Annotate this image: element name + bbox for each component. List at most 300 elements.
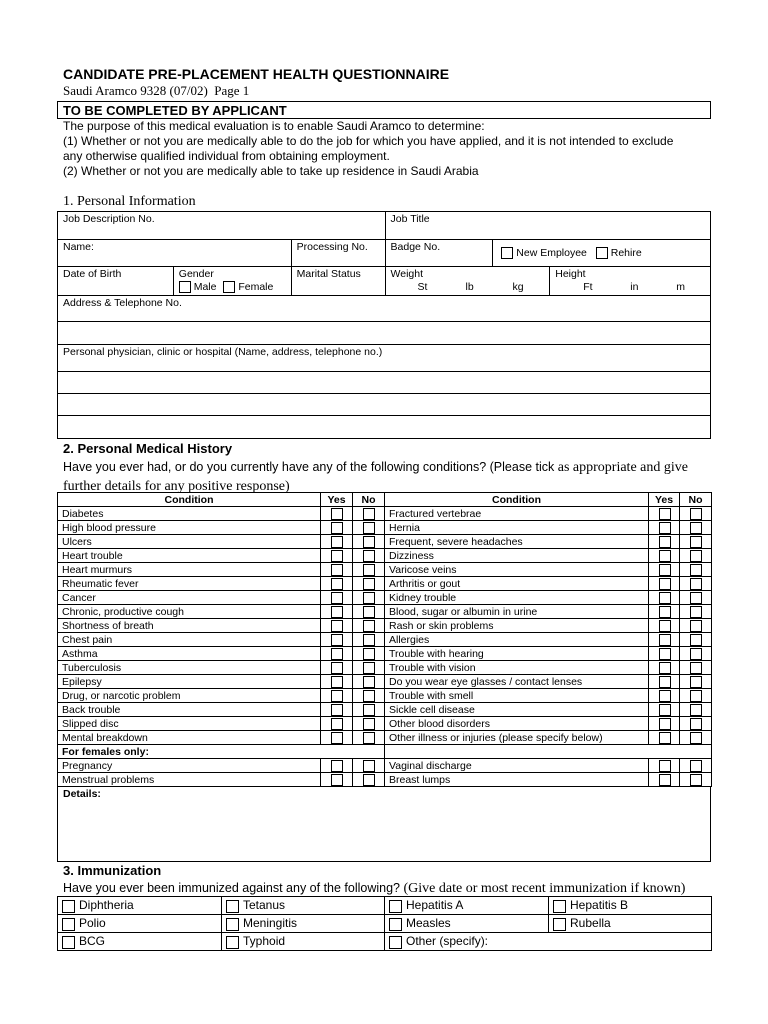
marital-status-field[interactable]: Marital Status — [291, 267, 385, 296]
no-mental-breakdown-checkbox[interactable] — [363, 732, 375, 744]
condition-label: Epilepsy — [58, 675, 321, 689]
yes-cancer-checkbox[interactable] — [331, 592, 343, 604]
yes-chest-pain-cell — [321, 633, 353, 647]
yes-slipped-disc-checkbox[interactable] — [331, 718, 343, 730]
no-slipped-disc-checkbox[interactable] — [363, 718, 375, 730]
yes-kidney-trouble-checkbox[interactable] — [659, 592, 671, 604]
yes-other-blood-disorders-checkbox[interactable] — [659, 718, 671, 730]
no-fractured-vertebrae-cell — [680, 507, 712, 521]
no-pregnancy-cell — [353, 759, 385, 773]
medical-history-heading: 2. Personal Medical History — [63, 441, 233, 456]
yes-chest-pain-checkbox[interactable] — [331, 634, 343, 646]
condition-label: Vaginal discharge — [385, 759, 649, 773]
table-row — [58, 647, 712, 661]
immunization-label: Hepatitis A — [406, 898, 464, 913]
rehire-label: Rehire — [610, 246, 642, 259]
weight-unit-st: St — [417, 281, 428, 293]
yes-breast-lumps-cell — [649, 773, 680, 787]
yes-other-illness-or-injuries-please-specify-below-cell — [649, 731, 680, 745]
no-ulcers-checkbox[interactable] — [363, 536, 375, 548]
physician-line[interactable] — [58, 416, 711, 439]
yes-asthma-checkbox[interactable] — [331, 648, 343, 660]
no-tuberculosis-cell — [353, 661, 385, 675]
medical-history-instruction: Have you ever had, or do you currently have any of the following conditions? (Please tick as appropriate and give further details for any positive response) — [63, 460, 688, 494]
weight-unit-lb: lb — [465, 281, 474, 293]
no-tuberculosis-checkbox[interactable] — [363, 662, 375, 674]
condition-label: Breast lumps — [385, 773, 649, 787]
yes-tuberculosis-checkbox[interactable] — [331, 662, 343, 674]
no-drug-or-narcotic-problem-checkbox[interactable] — [363, 690, 375, 702]
yes-frequent-severe-headaches-cell — [649, 535, 680, 549]
table-row — [58, 591, 712, 605]
gender-label: Gender — [178, 268, 214, 280]
physician-field[interactable]: Personal physician, clinic or hospital (Name, address, telephone no.) — [58, 345, 711, 372]
meningitis-checkbox[interactable] — [226, 918, 239, 931]
immunization-label: Rubella — [570, 916, 611, 931]
immunization-label: Diphtheria — [79, 898, 134, 913]
no-rash-or-skin-problems-cell — [680, 619, 712, 633]
yes-hernia-cell — [649, 521, 680, 535]
immunization-measles — [385, 915, 549, 933]
no-drug-or-narcotic-problem-cell — [353, 689, 385, 703]
condition-label: Menstrual problems — [58, 773, 321, 787]
condition-label: Ulcers — [58, 535, 321, 549]
yes-varicose-veins-cell — [649, 563, 680, 577]
bcg-checkbox[interactable] — [62, 936, 75, 949]
condition-label: Trouble with vision — [385, 661, 649, 675]
form-title: CANDIDATE PRE-PLACEMENT HEALTH QUESTIONNAIRE — [63, 66, 450, 82]
condition-label: Do you wear eye glasses / contact lenses — [385, 675, 649, 689]
no-cancer-cell — [353, 591, 385, 605]
table-row — [58, 507, 712, 521]
no-epilepsy-cell — [353, 675, 385, 689]
yes-blood-sugar-or-albumin-in-urine-checkbox[interactable] — [659, 606, 671, 618]
no-varicose-veins-checkbox[interactable] — [690, 564, 702, 576]
yes-mental-breakdown-checkbox[interactable] — [331, 732, 343, 744]
table-row — [58, 563, 712, 577]
no-trouble-with-smell-checkbox[interactable] — [690, 690, 702, 702]
no-frequent-severe-headaches-checkbox[interactable] — [690, 536, 702, 548]
immunization-hepatitis-b — [549, 897, 712, 915]
no-column-header: No — [680, 493, 712, 507]
yes-vaginal-discharge-cell — [649, 759, 680, 773]
table-row — [58, 549, 712, 563]
medical-history-table — [57, 492, 712, 787]
no-do-you-wear-eye-glasses-contact-lenses-cell — [680, 675, 712, 689]
no-heart-trouble-checkbox[interactable] — [363, 550, 375, 562]
immunization-label: Hepatitis B — [570, 898, 629, 913]
no-breast-lumps-cell — [680, 773, 712, 787]
no-slipped-disc-cell — [353, 717, 385, 731]
no-chest-pain-cell — [353, 633, 385, 647]
females-only-row — [58, 745, 712, 759]
no-cancer-checkbox[interactable] — [363, 592, 375, 604]
physician-line[interactable] — [58, 372, 711, 394]
job-title-field[interactable]: Job Title — [385, 212, 710, 240]
immunization-label: Other (specify): — [406, 934, 489, 949]
immunization-row — [58, 897, 712, 915]
yes-high-blood-pressure-checkbox[interactable] — [331, 522, 343, 534]
immunization-polio — [58, 915, 222, 933]
condition-label: Heart murmurs — [58, 563, 321, 577]
no-epilepsy-checkbox[interactable] — [363, 676, 375, 688]
yes-back-trouble-checkbox[interactable] — [331, 704, 343, 716]
badge-number-field[interactable]: Badge No. — [385, 240, 493, 267]
no-arthritis-or-gout-cell — [680, 577, 712, 591]
no-sickle-cell-disease-cell — [680, 703, 712, 717]
immunization-label: Typhoid — [243, 934, 286, 949]
personal-info-heading: 1. Personal Information — [63, 194, 196, 209]
no-chronic-productive-cough-cell — [353, 605, 385, 619]
no-sickle-cell-disease-checkbox[interactable] — [690, 704, 702, 716]
new-employee-checkbox[interactable] — [501, 247, 513, 259]
table-row — [58, 633, 712, 647]
immunization-label: Meningitis — [243, 916, 298, 931]
no-chronic-productive-cough-checkbox[interactable] — [363, 606, 375, 618]
yes-vaginal-discharge-checkbox[interactable] — [659, 760, 671, 772]
no-blood-sugar-or-albumin-in-urine-cell — [680, 605, 712, 619]
physician-line[interactable] — [58, 394, 711, 416]
yes-other-illness-or-injuries-please-specify-below-checkbox[interactable] — [659, 732, 671, 744]
yes-mental-breakdown-cell — [321, 731, 353, 745]
table-row — [58, 703, 712, 717]
tetanus-checkbox[interactable] — [226, 900, 239, 913]
purpose-text — [63, 119, 673, 179]
condition-label: Other illness or injuries (please specify below) — [385, 731, 649, 745]
condition-label: Mental breakdown — [58, 731, 321, 745]
condition-label: Trouble with hearing — [385, 647, 649, 661]
yes-column-header: Yes — [321, 493, 353, 507]
yes-heart-trouble-checkbox[interactable] — [331, 550, 343, 562]
condition-label: Other blood disorders — [385, 717, 649, 731]
yes-trouble-with-vision-checkbox[interactable] — [659, 662, 671, 674]
yes-tuberculosis-cell — [321, 661, 353, 675]
females-only-label: For females only: — [58, 745, 385, 759]
immunization-table — [57, 896, 712, 951]
condition-label: Shortness of breath — [58, 619, 321, 633]
polio-checkbox[interactable] — [62, 918, 75, 931]
new-employee-label: New Employee — [516, 246, 587, 259]
other-specify-checkbox[interactable] — [389, 936, 402, 949]
details-box[interactable] — [57, 787, 711, 862]
condition-label: Slipped disc — [58, 717, 321, 731]
table-row — [58, 535, 712, 549]
no-back-trouble-cell — [353, 703, 385, 717]
no-shortness-of-breath-checkbox[interactable] — [363, 620, 375, 632]
no-chest-pain-checkbox[interactable] — [363, 634, 375, 646]
yes-kidney-trouble-cell — [649, 591, 680, 605]
purpose-line: The purpose of this medical evaluation is to enable Saudi Aramco to determine: — [63, 119, 485, 133]
no-other-blood-disorders-checkbox[interactable] — [690, 718, 702, 730]
yes-trouble-with-hearing-checkbox[interactable] — [659, 648, 671, 660]
no-heart-murmurs-checkbox[interactable] — [363, 564, 375, 576]
table-row — [58, 619, 712, 633]
yes-cancer-cell — [321, 591, 353, 605]
yes-rheumatic-fever-checkbox[interactable] — [331, 578, 343, 590]
no-blood-sugar-or-albumin-in-urine-checkbox[interactable] — [690, 606, 702, 618]
yes-frequent-severe-headaches-checkbox[interactable] — [659, 536, 671, 548]
yes-sickle-cell-disease-checkbox[interactable] — [659, 704, 671, 716]
no-kidney-trouble-cell — [680, 591, 712, 605]
height-field[interactable] — [550, 267, 711, 296]
no-rheumatic-fever-checkbox[interactable] — [363, 578, 375, 590]
purpose-line: any otherwise qualified individual from obtaining employment. — [63, 149, 390, 163]
immunization-row — [58, 915, 712, 933]
no-hernia-cell — [680, 521, 712, 535]
table-row — [58, 717, 712, 731]
yes-trouble-with-smell-checkbox[interactable] — [659, 690, 671, 702]
table-row — [58, 605, 712, 619]
yes-do-you-wear-eye-glasses-contact-lenses-checkbox[interactable] — [659, 676, 671, 688]
measles-checkbox[interactable] — [389, 918, 402, 931]
condition-label: Diabetes — [58, 507, 321, 521]
female-checkbox[interactable] — [223, 281, 235, 293]
condition-label: Tuberculosis — [58, 661, 321, 675]
personal-info-table — [57, 211, 711, 439]
yes-menstrual-problems-cell — [321, 773, 353, 787]
height-unit-ft: Ft — [583, 281, 593, 293]
no-vaginal-discharge-cell — [680, 759, 712, 773]
table-row — [58, 773, 712, 787]
condition-label: Frequent, severe headaches — [385, 535, 649, 549]
no-other-illness-or-injuries-please-specify-below-checkbox[interactable] — [690, 732, 702, 744]
yes-dizziness-checkbox[interactable] — [659, 550, 671, 562]
condition-label: Fractured vertebrae — [385, 507, 649, 521]
height-unit-in: in — [630, 281, 639, 293]
processing-number-field[interactable]: Processing No. — [291, 240, 385, 267]
yes-allergies-checkbox[interactable] — [659, 634, 671, 646]
male-label: Male — [193, 281, 217, 293]
no-high-blood-pressure-checkbox[interactable] — [363, 522, 375, 534]
diphtheria-checkbox[interactable] — [62, 900, 75, 913]
yes-column-header: Yes — [649, 493, 680, 507]
condition-label: Chronic, productive cough — [58, 605, 321, 619]
immunization-label: Polio — [79, 916, 106, 931]
yes-ulcers-checkbox[interactable] — [331, 536, 343, 548]
yes-rash-or-skin-problems-cell — [649, 619, 680, 633]
yes-heart-murmurs-cell — [321, 563, 353, 577]
condition-label: Drug, or narcotic problem — [58, 689, 321, 703]
table-row — [58, 689, 712, 703]
no-trouble-with-hearing-cell — [680, 647, 712, 661]
yes-blood-sugar-or-albumin-in-urine-cell — [649, 605, 680, 619]
table-row — [58, 521, 712, 535]
yes-back-trouble-cell — [321, 703, 353, 717]
weight-label: Weight — [390, 268, 424, 280]
condition-column-header: Condition — [58, 493, 321, 507]
hepatitis-b-checkbox[interactable] — [553, 900, 566, 913]
yes-menstrual-problems-checkbox[interactable] — [331, 774, 343, 786]
yes-pregnancy-cell — [321, 759, 353, 773]
weight-unit-kg: kg — [512, 281, 524, 293]
yes-dizziness-cell — [649, 549, 680, 563]
no-other-illness-or-injuries-please-specify-below-cell — [680, 731, 712, 745]
immunization-bcg — [58, 933, 222, 951]
yes-do-you-wear-eye-glasses-contact-lenses-cell — [649, 675, 680, 689]
no-asthma-checkbox[interactable] — [363, 648, 375, 660]
condition-label: Rash or skin problems — [385, 619, 649, 633]
yes-chronic-productive-cough-cell — [321, 605, 353, 619]
yes-varicose-veins-checkbox[interactable] — [659, 564, 671, 576]
no-dizziness-cell — [680, 549, 712, 563]
condition-label: Hernia — [385, 521, 649, 535]
job-description-field[interactable]: Job Description No. — [58, 212, 386, 240]
no-allergies-checkbox[interactable] — [690, 634, 702, 646]
no-arthritis-or-gout-checkbox[interactable] — [690, 578, 702, 590]
yes-fractured-vertebrae-checkbox[interactable] — [659, 508, 671, 520]
no-other-blood-disorders-cell — [680, 717, 712, 731]
no-do-you-wear-eye-glasses-contact-lenses-checkbox[interactable] — [690, 676, 702, 688]
condition-label: Allergies — [385, 633, 649, 647]
yes-diabetes-checkbox[interactable] — [331, 508, 343, 520]
yes-diabetes-cell — [321, 507, 353, 521]
no-menstrual-problems-cell — [353, 773, 385, 787]
yes-ulcers-cell — [321, 535, 353, 549]
yes-pregnancy-checkbox[interactable] — [331, 760, 343, 772]
name-field[interactable]: Name: — [58, 240, 292, 267]
no-dizziness-checkbox[interactable] — [690, 550, 702, 562]
no-pregnancy-checkbox[interactable] — [363, 760, 375, 772]
condition-label: Sickle cell disease — [385, 703, 649, 717]
rehire-checkbox[interactable] — [596, 247, 608, 259]
condition-label: Trouble with smell — [385, 689, 649, 703]
immunization-instruction: Have you ever been immunized against any of the following? (Give date or most recent immunization if known) — [63, 881, 686, 896]
yes-epilepsy-cell — [321, 675, 353, 689]
table-row — [58, 577, 712, 591]
condition-label: Cancer — [58, 591, 321, 605]
no-menstrual-problems-checkbox[interactable] — [363, 774, 375, 786]
condition-label: Back trouble — [58, 703, 321, 717]
yes-drug-or-narcotic-problem-checkbox[interactable] — [331, 690, 343, 702]
immunization-row — [58, 933, 712, 951]
immunization-hepatitis-a — [385, 897, 549, 915]
yes-arthritis-or-gout-cell — [649, 577, 680, 591]
yes-epilepsy-checkbox[interactable] — [331, 676, 343, 688]
yes-slipped-disc-cell — [321, 717, 353, 731]
no-diabetes-cell — [353, 507, 385, 521]
yes-drug-or-narcotic-problem-cell — [321, 689, 353, 703]
no-diabetes-checkbox[interactable] — [363, 508, 375, 520]
condition-label: Blood, sugar or albumin in urine — [385, 605, 649, 619]
address-field[interactable]: Address & Telephone No. — [58, 296, 711, 322]
yes-arthritis-or-gout-checkbox[interactable] — [659, 578, 671, 590]
no-trouble-with-vision-checkbox[interactable] — [690, 662, 702, 674]
condition-label: Kidney trouble — [385, 591, 649, 605]
applicant-banner-text: TO BE COMPLETED BY APPLICANT — [63, 103, 287, 118]
form-reference: Saudi Aramco 9328 (07/02) Page 1 — [63, 83, 250, 98]
yes-heart-murmurs-checkbox[interactable] — [331, 564, 343, 576]
details-label: Details: — [63, 788, 101, 800]
condition-label: Rheumatic fever — [58, 577, 321, 591]
condition-label: Dizziness — [385, 549, 649, 563]
female-label: Female — [238, 281, 274, 293]
yes-trouble-with-vision-cell — [649, 661, 680, 675]
no-mental-breakdown-cell — [353, 731, 385, 745]
male-checkbox[interactable] — [179, 281, 191, 293]
yes-high-blood-pressure-cell — [321, 521, 353, 535]
no-kidney-trouble-checkbox[interactable] — [690, 592, 702, 604]
weight-field[interactable] — [385, 267, 550, 296]
no-frequent-severe-headaches-cell — [680, 535, 712, 549]
rubella-checkbox[interactable] — [553, 918, 566, 931]
table-row — [58, 759, 712, 773]
yes-asthma-cell — [321, 647, 353, 661]
no-hernia-checkbox[interactable] — [690, 522, 702, 534]
immunization-tetanus — [222, 897, 385, 915]
yes-shortness-of-breath-checkbox[interactable] — [331, 620, 343, 632]
yes-heart-trouble-cell — [321, 549, 353, 563]
immunization-rubella — [549, 915, 712, 933]
yes-rash-or-skin-problems-checkbox[interactable] — [659, 620, 671, 632]
no-trouble-with-hearing-checkbox[interactable] — [690, 648, 702, 660]
yes-breast-lumps-checkbox[interactable] — [659, 774, 671, 786]
yes-allergies-cell — [649, 633, 680, 647]
no-varicose-veins-cell — [680, 563, 712, 577]
yes-sickle-cell-disease-cell — [649, 703, 680, 717]
immunization-diphtheria — [58, 897, 222, 915]
gender-field — [173, 267, 291, 296]
no-high-blood-pressure-cell — [353, 521, 385, 535]
yes-trouble-with-smell-cell — [649, 689, 680, 703]
address-line[interactable] — [58, 322, 711, 345]
table-row — [58, 731, 712, 745]
no-vaginal-discharge-checkbox[interactable] — [690, 760, 702, 772]
height-label: Height — [555, 268, 586, 280]
no-back-trouble-checkbox[interactable] — [363, 704, 375, 716]
immunization-other-specify — [385, 933, 712, 951]
no-breast-lumps-checkbox[interactable] — [690, 774, 702, 786]
purpose-line: (1) Whether or not you are medically able to do the job for which you have applied, and it is not intended to exclude — [63, 134, 674, 148]
condition-label: High blood pressure — [58, 521, 321, 535]
no-trouble-with-smell-cell — [680, 689, 712, 703]
condition-label: Varicose veins — [385, 563, 649, 577]
yes-chronic-productive-cough-checkbox[interactable] — [331, 606, 343, 618]
no-column-header: No — [353, 493, 385, 507]
condition-label: Heart trouble — [58, 549, 321, 563]
immunization-label: BCG — [79, 934, 106, 949]
condition-label: Pregnancy — [58, 759, 321, 773]
no-rash-or-skin-problems-checkbox[interactable] — [690, 620, 702, 632]
no-heart-trouble-cell — [353, 549, 385, 563]
immunization-heading: 3. Immunization — [63, 863, 162, 878]
height-unit-m: m — [676, 281, 685, 293]
typhoid-checkbox[interactable] — [226, 936, 239, 949]
condition-label: Arthritis or gout — [385, 577, 649, 591]
table-row — [58, 661, 712, 675]
purpose-line: (2) Whether or not you are medically able to take up residence in Saudi Arabia — [63, 164, 479, 178]
condition-label: Chest pain — [58, 633, 321, 647]
condition-column-header: Condition — [385, 493, 649, 507]
yes-hernia-checkbox[interactable] — [659, 522, 671, 534]
yes-trouble-with-hearing-cell — [649, 647, 680, 661]
yes-shortness-of-breath-cell — [321, 619, 353, 633]
applicant-banner — [57, 101, 711, 119]
date-of-birth-field[interactable]: Date of Birth — [58, 267, 174, 296]
females-only-blank — [385, 745, 712, 759]
no-asthma-cell — [353, 647, 385, 661]
immunization-label: Tetanus — [243, 898, 286, 913]
condition-label: Asthma — [58, 647, 321, 661]
immunization-label: Measles — [406, 916, 451, 931]
immunization-meningitis — [222, 915, 385, 933]
no-fractured-vertebrae-checkbox[interactable] — [690, 508, 702, 520]
yes-other-blood-disorders-cell — [649, 717, 680, 731]
no-allergies-cell — [680, 633, 712, 647]
employee-status — [493, 240, 711, 267]
no-ulcers-cell — [353, 535, 385, 549]
hepatitis-a-checkbox[interactable] — [389, 900, 402, 913]
table-row — [58, 675, 712, 689]
